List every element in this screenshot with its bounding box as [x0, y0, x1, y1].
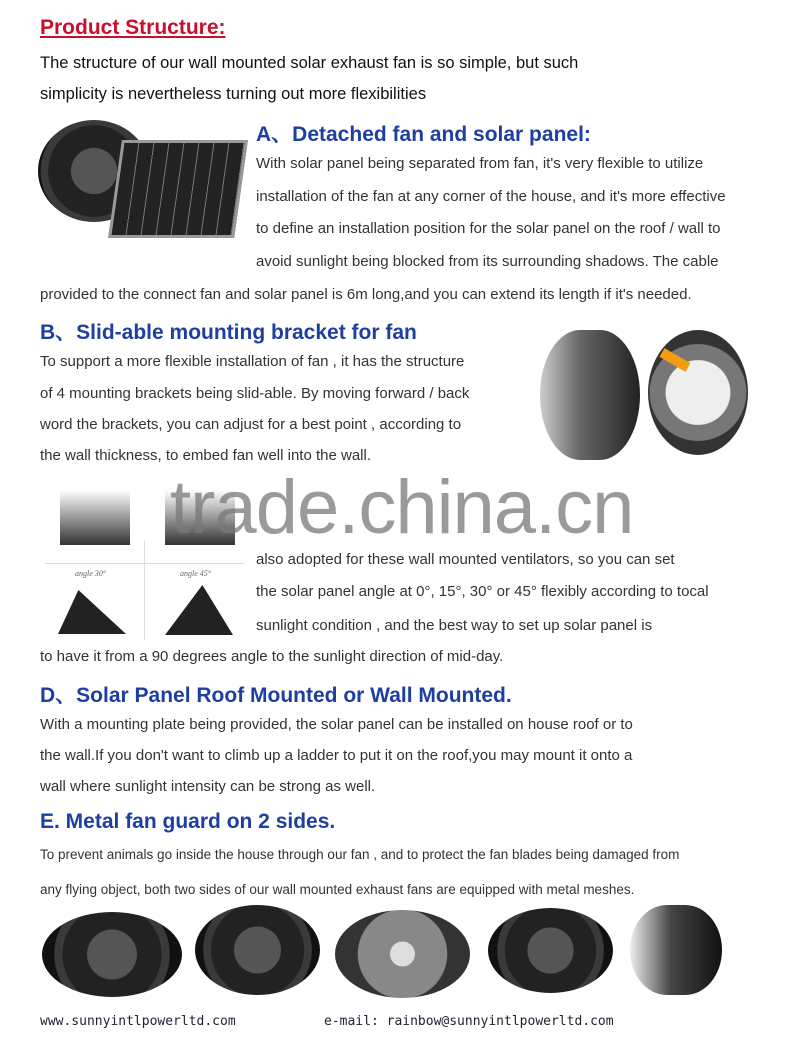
page-title: Product Structure:	[40, 16, 226, 39]
angle-label: angle 45°	[180, 569, 211, 578]
section-a-text: avoid sunlight being blocked from its surrounding shadows. The cable	[256, 253, 719, 270]
divider	[144, 540, 145, 640]
section-d-text: the wall.If you don't want to climb up a ladder to put it on the roof,you may mount it onto a	[40, 747, 633, 764]
fan-guard-image	[195, 905, 320, 995]
intro-line: simplicity is nevertheless turning out more flexibilities	[40, 85, 427, 103]
email-link[interactable]: e-mail: rainbow@sunnyintlpowerltd.com	[324, 1014, 614, 1029]
section-e-heading: E. Metal fan guard on 2 sides.	[40, 810, 336, 833]
section-c-text: also adopted for these wall mounted ventilators, so you can set	[256, 551, 675, 568]
section-b-text: To support a more flexible installation of fan , it has the structure	[40, 353, 465, 370]
panel-45-image	[165, 585, 233, 635]
panel-flat-image	[60, 490, 130, 545]
section-d-heading: D、Solar Panel Roof Mounted or Wall Mounted.	[40, 684, 512, 707]
section-c-text: sunlight condition , and the best way to set up solar panel is	[256, 617, 653, 634]
section-d-text: wall where sunlight intensity can be strong as well.	[40, 778, 376, 795]
angle-label: angle 30°	[75, 569, 106, 578]
section-c-text: the solar panel angle at 0°, 15°, 30° or 45° flexibly according to tocal	[256, 583, 709, 600]
intro-line: The structure of our wall mounted solar exhaust fan is so simple, but such	[40, 54, 579, 72]
section-a-text: With solar panel being separated from fan, it's very flexible to utilize	[256, 155, 704, 172]
fan-side-image	[630, 905, 722, 995]
bracket-fan-image	[540, 330, 640, 460]
section-d-text: With a mounting plate being provided, the solar panel can be installed on house roof or to	[40, 716, 633, 733]
section-a-text: to define an installation position for the solar panel on the roof / wall to	[256, 220, 721, 237]
section-a-text: provided to the connect fan and solar panel is 6m long,and you can extend its length if it's needed.	[40, 286, 692, 303]
section-e-text: To prevent animals go inside the house through our fan , and to protect the fan blades being damaged from	[40, 847, 680, 862]
solar-panel-image	[108, 140, 248, 238]
divider	[45, 563, 245, 564]
watermark: trade.china.cn	[170, 465, 634, 550]
fan-guard-image	[42, 912, 182, 997]
section-a-heading: A、Detached fan and solar panel:	[256, 123, 591, 146]
section-b-text: of 4 mounting brackets being slid-able. By moving forward / back	[40, 385, 470, 402]
section-b-heading: B、Slid-able mounting bracket for fan	[40, 321, 417, 344]
section-e-text: any flying object, both two sides of our wall mounted exhaust fans are equipped with metal meshes.	[40, 882, 635, 897]
fan-blades-image	[335, 910, 470, 998]
section-c-text: to have it from a 90 degrees angle to the sunlight direction of mid-day.	[40, 648, 504, 665]
section-b-text: the wall thickness, to embed fan well into the wall.	[40, 447, 372, 464]
website-link[interactable]: www.sunnyintlpowerltd.com	[40, 1014, 236, 1029]
panel-30-image	[58, 590, 126, 634]
section-b-text: word the brackets, you can adjust for a best point , according to	[40, 416, 462, 433]
section-a-text: installation of the fan at any corner of the house, and it's more effective	[256, 188, 726, 205]
fan-guard-image	[488, 908, 613, 993]
